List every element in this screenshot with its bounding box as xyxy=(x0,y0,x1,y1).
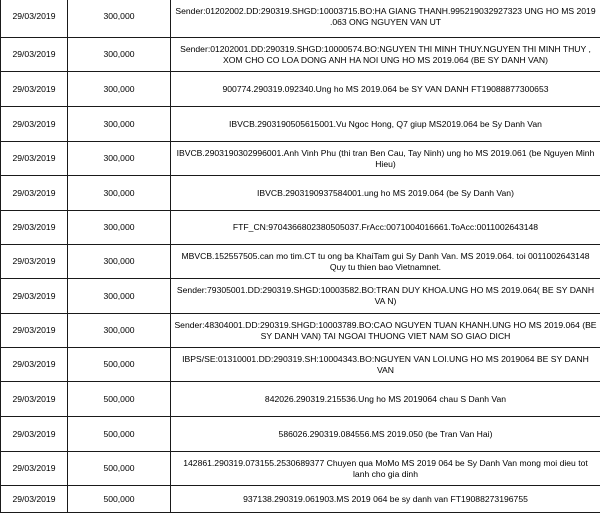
amount-cell: 300,000 xyxy=(68,0,171,38)
amount-cell: 300,000 xyxy=(68,245,171,279)
table-row xyxy=(1,211,600,245)
table-row xyxy=(1,245,600,279)
description-cell: FTF_CN:9704366802380505037.FrAcc:0071004016661.ToAcc:0011002643148 xyxy=(171,211,600,245)
date-cell: 29/03/2019 xyxy=(1,142,68,176)
date-cell: 29/03/2019 xyxy=(1,245,68,279)
description-cell: Sender:01202001.DD:290319.SHGD:10000574.BO:NGUYEN THI MINH THUY.NGUYEN THI MINH THUY , XOM CHO CO LOA DONG ANH HA NOI UNG HO MS 2019.064 (BE SY DANH VAN) xyxy=(171,38,600,72)
description-cell: 586026.290319.084556.MS 2019.050 (be Tran Van Hai) xyxy=(171,417,600,452)
date-cell: 29/03/2019 xyxy=(1,314,68,348)
description-cell: 900774.290319.092340.Ung ho MS 2019.064 be SY VAN DANH FT19088877300653 xyxy=(171,72,600,107)
amount-cell: 300,000 xyxy=(68,142,171,176)
description-cell: MBVCB.152557505.can mo tim.CT tu ong ba KhaiTam gui Sy Danh Van. MS 2019.064. toi 0011002643148 Quy tu thien bao Vietnamnet. xyxy=(171,245,600,279)
description-cell: 842026.290319.215536.Ung ho MS 2019064 chau S Danh Van xyxy=(171,382,600,417)
table-row xyxy=(1,0,600,38)
description-cell: Sender:01202002.DD:290319.SHGD:10003715.BO:HA GIANG THANH.995219032927323 UNG HO MS 2019 .063 ONG NGUYEN VAN UT xyxy=(171,0,600,38)
table-row xyxy=(1,382,600,417)
date-cell: 29/03/2019 xyxy=(1,348,68,382)
amount-cell: 500,000 xyxy=(68,382,171,417)
date-cell: 29/03/2019 xyxy=(1,279,68,314)
amount-cell: 300,000 xyxy=(68,279,171,314)
description-cell: IBVCB.2903190505615001.Vu Ngoc Hong, Q7 giup MS2019.064 be Sy Danh Van xyxy=(171,107,600,142)
table-row xyxy=(1,348,600,382)
description-cell: Sender:79305001.DD:290319.SHGD:10003582.BO:TRAN DUY KHOA.UNG HO MS 2019.064( BE SY DANH VA N) xyxy=(171,279,600,314)
table-row xyxy=(1,176,600,211)
table-row xyxy=(1,452,600,486)
table-row xyxy=(1,314,600,348)
date-cell: 29/03/2019 xyxy=(1,176,68,211)
date-cell: 29/03/2019 xyxy=(1,211,68,245)
amount-cell: 300,000 xyxy=(68,211,171,245)
table-row xyxy=(1,486,600,513)
table-row xyxy=(1,72,600,107)
amount-cell: 300,000 xyxy=(68,38,171,72)
description-cell: IBPS/SE:01310001.DD:290319.SH:10004343.BO:NGUYEN VAN LOI.UNG HO MS 2019064 BE SY DANH VAN xyxy=(171,348,600,382)
date-cell: 29/03/2019 xyxy=(1,0,68,38)
amount-cell: 500,000 xyxy=(68,348,171,382)
amount-cell: 300,000 xyxy=(68,107,171,142)
amount-cell: 500,000 xyxy=(68,452,171,486)
date-cell: 29/03/2019 xyxy=(1,382,68,417)
amount-cell: 300,000 xyxy=(68,72,171,107)
date-cell: 29/03/2019 xyxy=(1,417,68,452)
amount-cell: 300,000 xyxy=(68,314,171,348)
description-cell: IBVCB.2903190937584001.ung ho MS 2019.064 (be Sy Danh Van) xyxy=(171,176,600,211)
date-cell: 29/03/2019 xyxy=(1,72,68,107)
table-row xyxy=(1,417,600,452)
date-cell: 29/03/2019 xyxy=(1,452,68,486)
date-cell: 29/03/2019 xyxy=(1,38,68,72)
table-row xyxy=(1,38,600,72)
date-cell: 29/03/2019 xyxy=(1,486,68,513)
table-row xyxy=(1,142,600,176)
table-row xyxy=(1,279,600,314)
description-cell: Sender:48304001.DD:290319.SHGD:10003789.BO:CAO NGUYEN TUAN KHANH.UNG HO MS 2019.064 (BE SY DANH VAN) TAI NGOAI THUONG VIET NAM SO GIAO DICH xyxy=(171,314,600,348)
amount-cell: 300,000 xyxy=(68,176,171,211)
description-cell: IBVCB.2903190302996001.Anh Vinh Phu (thi tran Ben Cau, Tay Ninh) ung ho MS 2019.061 (be Nguyen Minh Hieu) xyxy=(171,142,600,176)
table-row xyxy=(1,107,600,142)
description-cell: 937138.290319.061903.MS 2019 064 be sy danh van FT19088273196755 xyxy=(171,486,600,513)
amount-cell: 500,000 xyxy=(68,486,171,513)
amount-cell: 500,000 xyxy=(68,417,171,452)
description-cell: 142861.290319.073155.2530689377 Chuyen qua MoMo MS 2019 064 be Sy Danh Van mong moi dieu tot lanh cho gia dinh xyxy=(171,452,600,486)
date-cell: 29/03/2019 xyxy=(1,107,68,142)
